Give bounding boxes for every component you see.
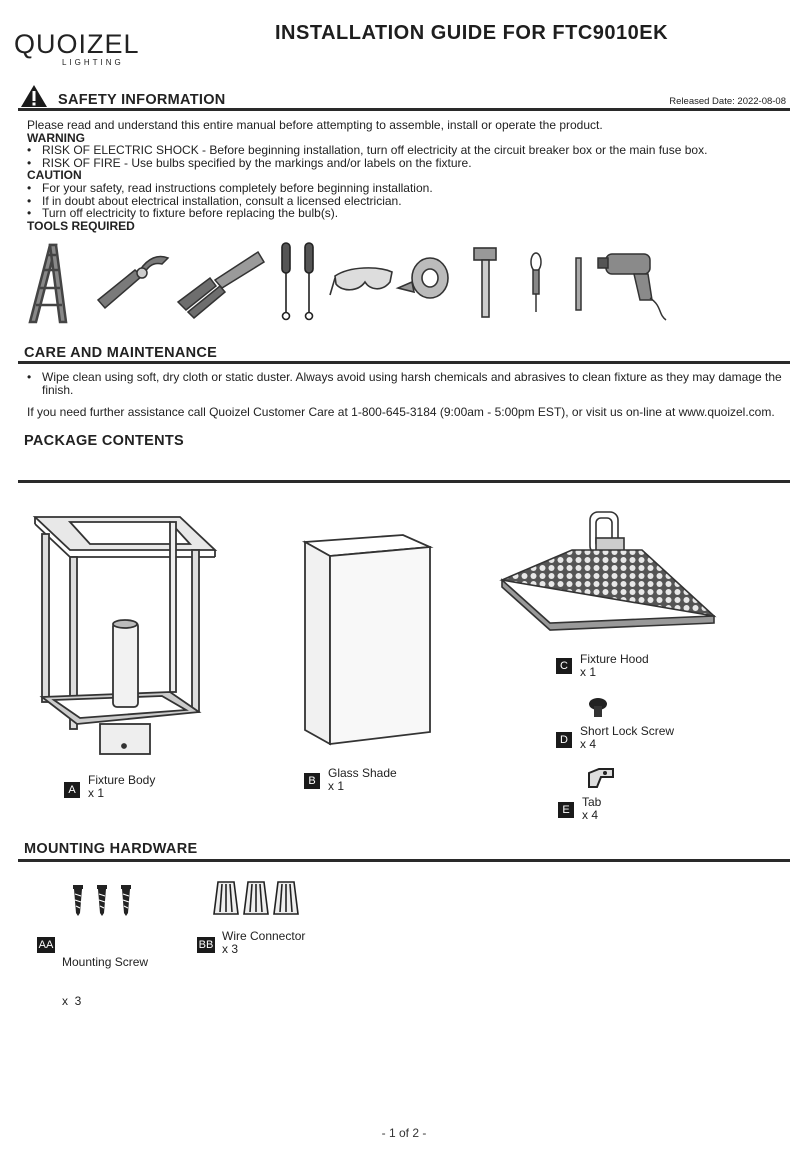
- pliers-icon: [98, 257, 168, 309]
- ladder-icon: [30, 245, 66, 322]
- item-name: Fixture Body: [88, 773, 156, 787]
- item-code: B: [304, 773, 320, 789]
- item-code: BB: [198, 939, 214, 951]
- item-qty: x 1: [328, 779, 345, 793]
- goggles-icon: [330, 268, 392, 295]
- caution-label: CAUTION: [27, 168, 82, 183]
- warning-item: • RISK OF FIRE - Use bulbs specified by the markings and/or labels on the fixture.: [27, 157, 787, 170]
- item-code: E: [558, 802, 574, 818]
- item-name: Tab: [582, 795, 602, 809]
- tab-icon: [585, 767, 615, 791]
- glass-shade-illustration: [300, 532, 435, 747]
- safety-body: [27, 119, 787, 232]
- item-qty: x 4: [580, 737, 597, 751]
- awl-icon: [531, 253, 541, 312]
- item-code: C: [556, 658, 572, 674]
- safety-heading: SAFETY INFORMATION: [58, 92, 226, 108]
- item-qty: x 4: [582, 808, 599, 822]
- item-name: Mounting Screw: [62, 955, 149, 969]
- caution-item: • For your safety, read instructions completely before beginning installation.: [27, 182, 787, 195]
- tools-label: TOOLS REQUIRED: [27, 218, 135, 233]
- brand-logo: [14, 30, 174, 67]
- fixture-body-illustration: [30, 512, 220, 757]
- divider: [18, 108, 790, 111]
- caution-item: • Turn off electricity to fixture before replacing the bulb(s).: [27, 207, 787, 220]
- item-code: AA: [38, 939, 54, 951]
- item-qty: x 1: [580, 665, 597, 679]
- care-assist: If you need further assistance call Quoizel Customer Care at 1-800-645-3184 (9:00am - 5:00pm EST), or visit us on-line at www.quoizel.com.: [27, 405, 775, 420]
- package-heading: PACKAGE CONTENTS: [24, 433, 185, 449]
- item-qty: x 1: [88, 786, 105, 800]
- item-name: Short Lock Screw: [580, 724, 675, 738]
- divider: [18, 361, 790, 364]
- divider: [18, 480, 790, 483]
- brand-name: QUOIZEL: [14, 29, 140, 59]
- drill-icon: [598, 254, 666, 320]
- item-name: Wire Connector: [222, 929, 306, 943]
- mounting-screw-icons: [70, 885, 136, 917]
- safety-intro: Please read and understand this entire manual before attempting to assemble, install or operate the product.: [27, 118, 603, 132]
- crimper-icon: [178, 252, 264, 318]
- item-code: D: [556, 732, 572, 748]
- divider: [18, 859, 790, 862]
- warning-label: WARNING: [27, 130, 85, 145]
- page-title: INSTALLATION GUIDE FOR FTC9010EK: [275, 22, 669, 44]
- item-code: A: [64, 782, 80, 798]
- warning-icon: [20, 84, 48, 108]
- tools-illustration: [30, 240, 670, 325]
- caution-item: • If in doubt about electrical installation, consult a licensed electrician.: [27, 195, 787, 208]
- care-body: [27, 371, 792, 419]
- item-name: Glass Shade: [328, 766, 397, 780]
- item-qty: x 3: [222, 942, 239, 956]
- warning-item: • RISK OF ELECTRIC SHOCK - Before beginning installation, turn off electricity at the circuit breaker box or the main fuse box.: [27, 144, 787, 157]
- fixture-hood-illustration: [502, 508, 717, 636]
- care-item: • Wipe clean using soft, dry cloth or static duster. Always avoid using harsh chemicals and abrasives to clean fixture as they may damage the finish.: [27, 371, 792, 396]
- hardware-heading: MOUNTING HARDWARE: [24, 841, 198, 857]
- hammer-icon: [474, 248, 496, 317]
- screwdriver-icon: [282, 243, 313, 320]
- released-date: Released Date: 2022-08-08: [669, 96, 786, 107]
- lock-screw-icon: [587, 697, 609, 719]
- tape-icon: [398, 258, 448, 298]
- item-name: Fixture Hood: [580, 652, 649, 666]
- care-heading: CARE AND MAINTENANCE: [24, 345, 218, 361]
- drill-bit-icon: [576, 258, 581, 310]
- brand-sub: LIGHTING: [62, 58, 124, 67]
- wire-connector-icons: [212, 880, 302, 918]
- page-number: - 1 of 2 -: [381, 1126, 427, 1140]
- item-qty: x 3: [62, 994, 82, 1008]
